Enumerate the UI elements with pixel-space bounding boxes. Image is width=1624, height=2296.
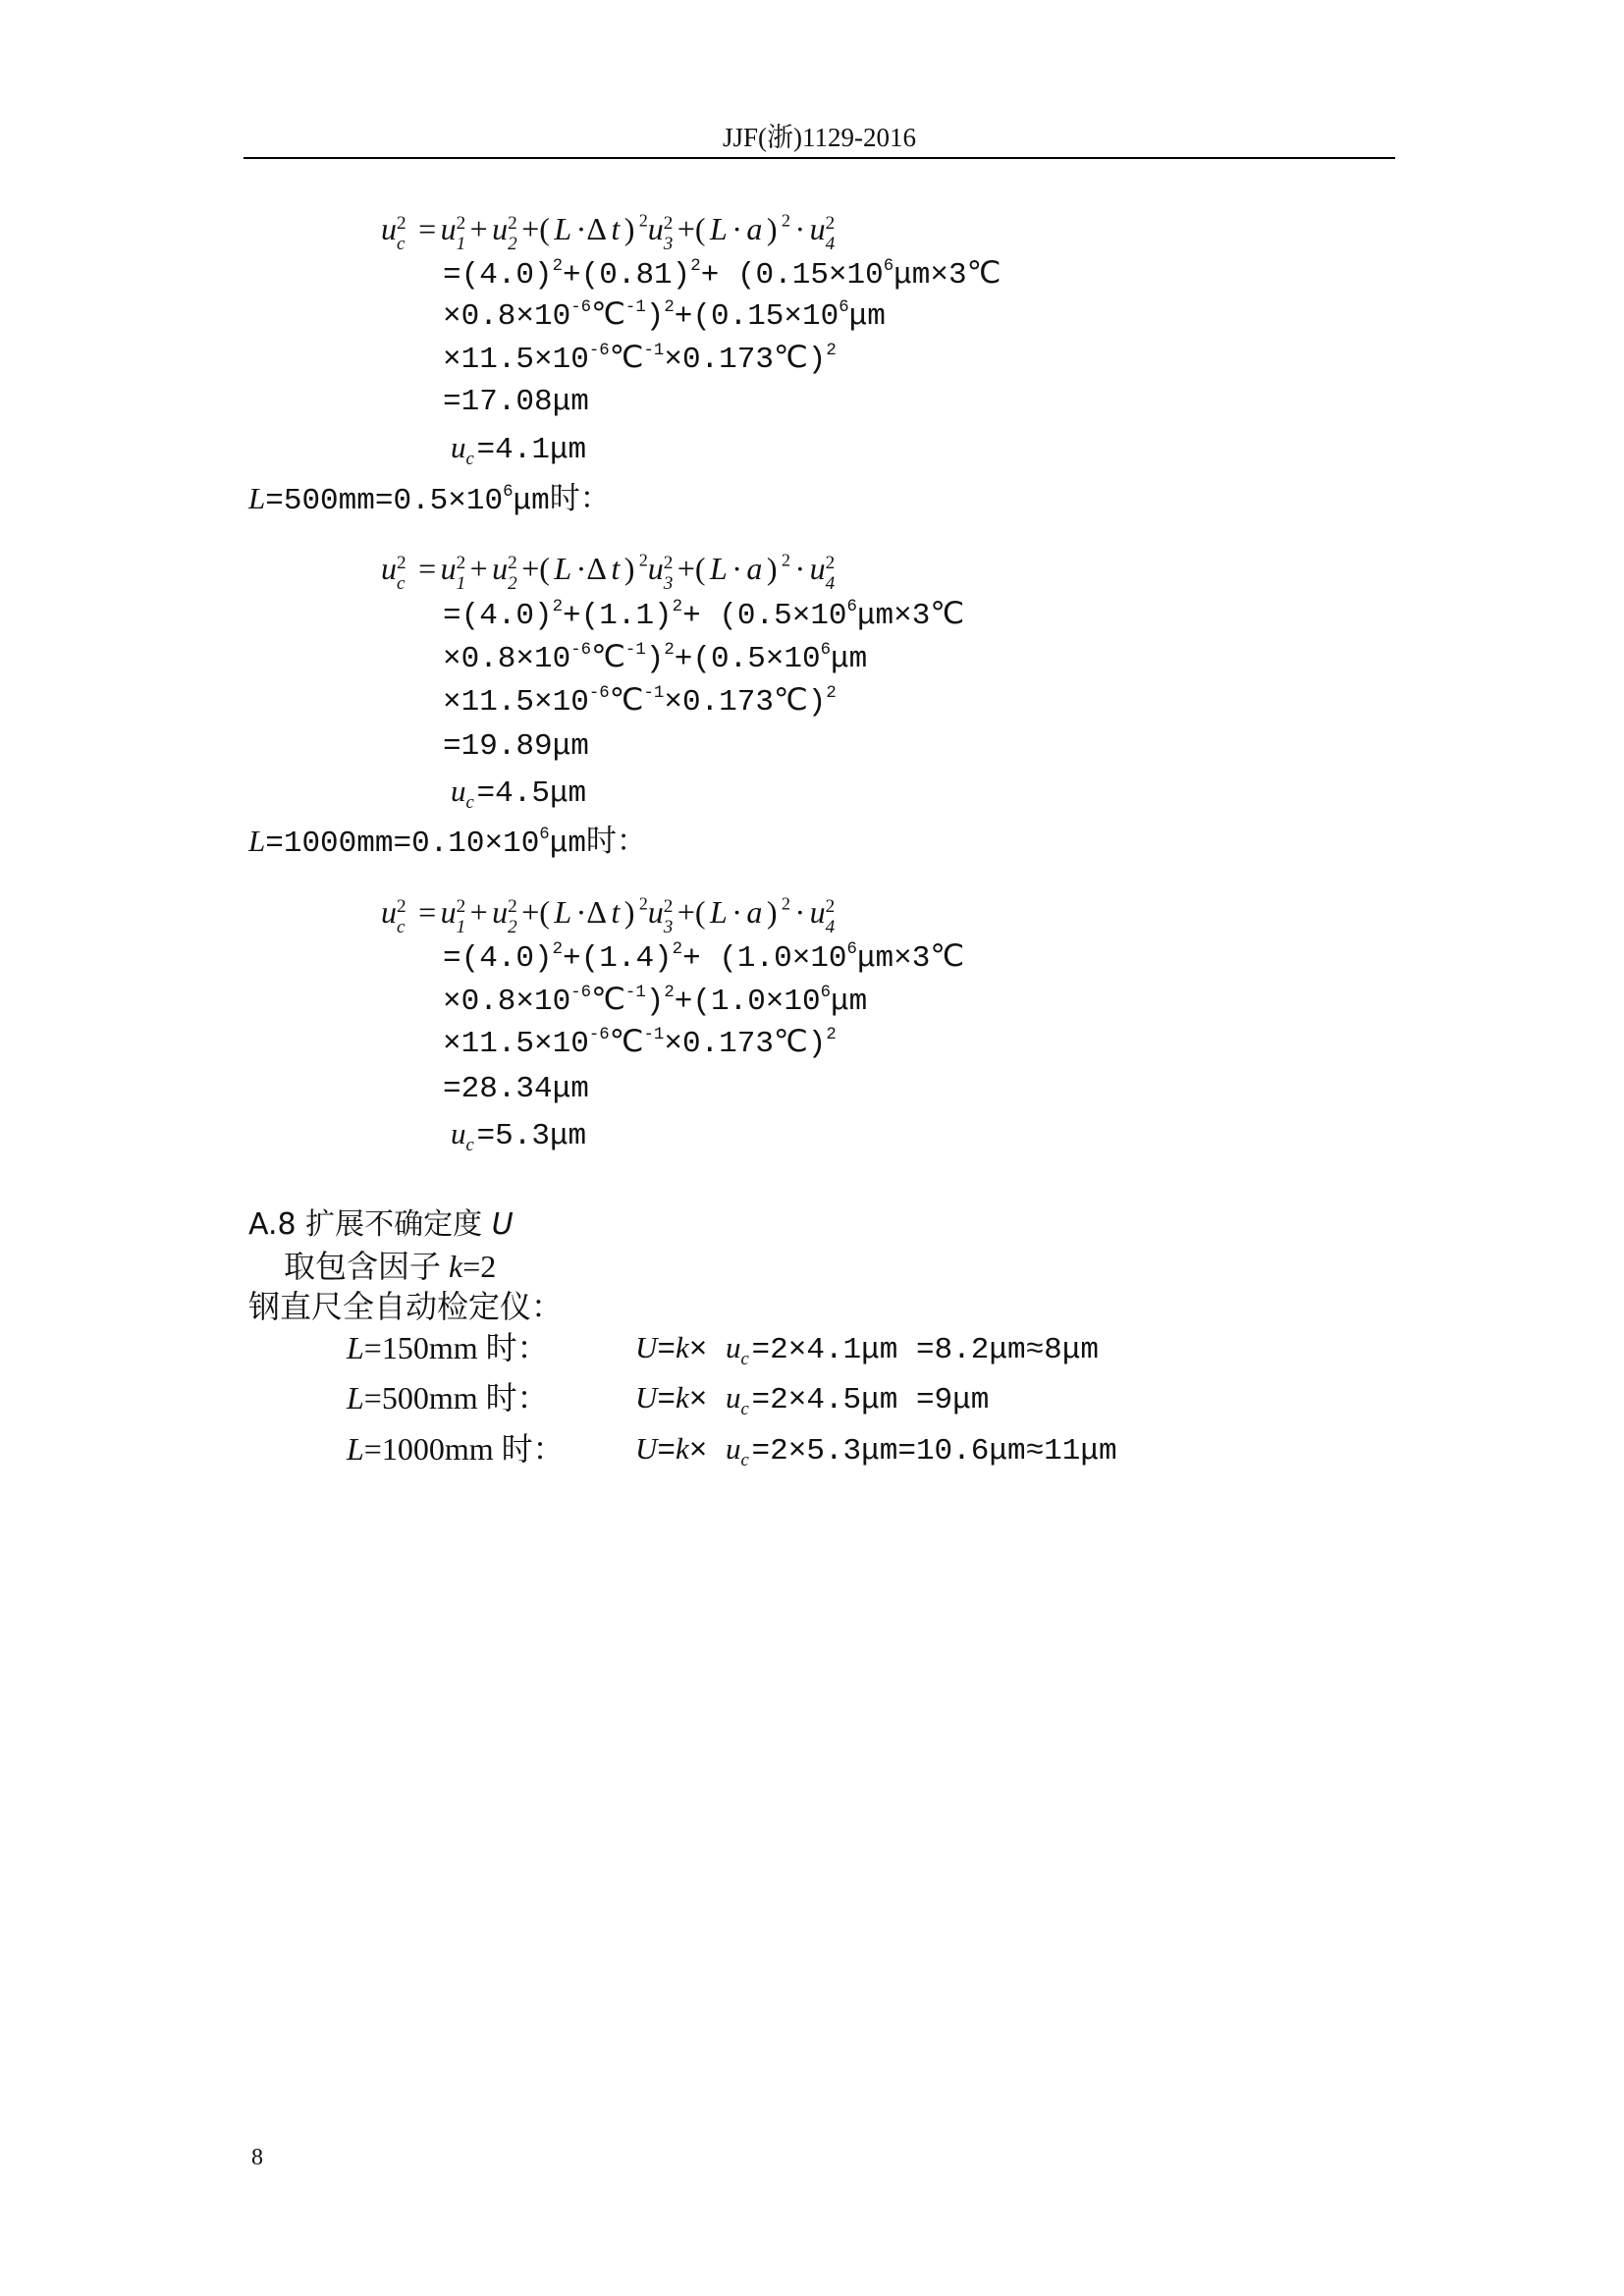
sup-sub-script <box>664 554 674 593</box>
math-variable: u <box>440 894 457 930</box>
text-run: + <box>469 551 488 586</box>
math-variable: u <box>647 894 664 930</box>
text-run: ) <box>623 211 635 246</box>
text-run: ℃ <box>591 642 625 676</box>
sum-line: =19.89μm <box>443 729 589 764</box>
subscript: c <box>740 1399 749 1420</box>
superscript: -6 <box>588 683 610 703</box>
superscript: 2 <box>508 553 517 574</box>
text-run: ) <box>623 551 635 586</box>
sup-sub-script <box>397 897 406 936</box>
math-variable: k <box>676 1380 689 1415</box>
sup-sub-script <box>397 554 406 593</box>
superscript: 2 <box>672 597 683 616</box>
text-run: ×11.5×10 <box>443 1027 589 1061</box>
coverage-factor-text <box>284 1245 496 1288</box>
superscript: -1 <box>643 341 665 360</box>
math-variable: U <box>491 1207 514 1242</box>
expansion-line <box>443 254 1001 297</box>
subscript: 3 <box>663 233 674 254</box>
text-run: ) <box>645 299 665 334</box>
superscript: 2 <box>552 256 564 276</box>
superscript: 2 <box>552 939 564 959</box>
sup-sub-script <box>508 214 517 253</box>
math-variable: k <box>676 1431 689 1466</box>
superscript: -6 <box>570 297 592 317</box>
math-variable: L <box>710 551 728 586</box>
subscript: c <box>397 916 406 937</box>
math-variable: u <box>725 1431 741 1466</box>
text-run: ·Δ <box>575 211 607 246</box>
sup-sub-script <box>508 897 517 936</box>
superscript: 2 <box>664 983 675 1002</box>
text-run: ·Δ <box>575 894 607 930</box>
text-run: + (0.5×10 <box>682 599 847 633</box>
superscript: 2 <box>638 210 648 231</box>
expansion-line <box>443 1023 837 1066</box>
text-run: · <box>731 551 742 586</box>
subscript: c <box>465 449 474 470</box>
text-run: μm <box>831 642 868 676</box>
math-variable: a <box>746 894 763 930</box>
math-variable: u <box>809 894 826 930</box>
text-run: × <box>688 1383 726 1417</box>
sup-sub-script <box>826 554 836 593</box>
math-variable: L <box>710 211 728 246</box>
math-variable: a <box>746 551 763 586</box>
text-run: ℃ <box>609 685 644 720</box>
text-run: =500mm 时： <box>363 1380 549 1415</box>
length-condition-line <box>248 477 611 520</box>
superscript: 2 <box>690 256 701 276</box>
sup-sub-script <box>826 897 836 936</box>
math-variable: k <box>449 1249 463 1284</box>
expansion-line <box>443 937 964 981</box>
text-run: =(4.0) <box>443 258 553 293</box>
text-run: μm时： <box>549 827 647 861</box>
text-run: =1000mm 时： <box>363 1431 565 1467</box>
text-run: ·Δ <box>575 551 607 586</box>
sup-sub-script <box>664 897 674 936</box>
subscript: 2 <box>508 916 517 937</box>
text-run: μm×3℃ <box>856 941 965 976</box>
result-row-label <box>347 1427 565 1470</box>
math-variable: u <box>381 894 397 930</box>
header-rule <box>244 157 1395 159</box>
subscript: 1 <box>456 572 466 594</box>
superscript: 2 <box>826 683 837 703</box>
sup-sub-script <box>397 214 406 253</box>
superscript: 2 <box>664 297 675 317</box>
sum-line: =17.08μm <box>443 385 589 419</box>
text-run: +( <box>521 894 550 930</box>
subscript: 4 <box>825 572 836 594</box>
superscript: 2 <box>456 896 466 918</box>
result-row-value <box>635 1376 989 1419</box>
text-run: × <box>688 1434 726 1468</box>
text-run: =(4.0) <box>443 941 553 976</box>
subscript: 1 <box>456 233 466 254</box>
text-run: ℃ <box>591 299 625 334</box>
text-run: ℃ <box>609 343 644 377</box>
superscript: 2 <box>456 553 466 574</box>
subscript: c <box>397 572 406 594</box>
text-run: ×0.173℃) <box>664 1027 827 1061</box>
math-variable: u <box>451 1116 466 1150</box>
math-variable: u <box>725 1330 741 1364</box>
combined-uncertainty-formula <box>381 890 836 937</box>
text-run: +(1.4) <box>563 941 673 976</box>
header-standard-code: JJF(浙)1129-2016 <box>722 123 916 152</box>
text-run: +(1.1) <box>563 599 673 633</box>
text-run: ℃ <box>591 985 625 1019</box>
text-run: · <box>794 894 806 930</box>
superscript: -1 <box>624 640 646 660</box>
expansion-line <box>443 595 964 638</box>
text-run: +( <box>677 211 706 246</box>
text-run: μm <box>831 985 868 1019</box>
superscript: 2 <box>397 213 406 235</box>
text-run: + (1.0×10 <box>682 941 847 976</box>
text-run: 取包含因子 <box>284 1249 450 1284</box>
math-variable: L <box>347 1431 364 1467</box>
superscript: 6 <box>846 939 857 959</box>
subscript: 1 <box>456 916 466 937</box>
superscript: 2 <box>663 553 674 574</box>
superscript: -1 <box>643 683 665 703</box>
expansion-line <box>443 638 867 681</box>
superscript: -6 <box>588 341 610 360</box>
text-run: = <box>657 1434 676 1468</box>
superscript: 2 <box>397 896 406 918</box>
subscript: c <box>740 1349 749 1370</box>
subscript: c <box>397 233 406 254</box>
sup-sub-script <box>457 214 466 253</box>
text-run: = <box>657 1333 676 1367</box>
math-variable: L <box>248 824 266 858</box>
superscript: 2 <box>825 896 836 918</box>
math-variable: L <box>554 551 572 586</box>
superscript: 2 <box>825 213 836 235</box>
subscript: 3 <box>663 916 674 937</box>
superscript: 2 <box>664 640 675 660</box>
superscript: 2 <box>663 213 674 235</box>
combined-uncertainty-result <box>451 770 586 813</box>
math-variable: u <box>451 774 466 808</box>
superscript: 6 <box>820 983 832 1002</box>
text-run: μm时： <box>513 484 611 518</box>
section-heading <box>248 1203 514 1247</box>
subscript: 4 <box>825 233 836 254</box>
superscript: -1 <box>624 983 646 1002</box>
math-variable: L <box>347 1330 364 1365</box>
text-run: ×0.173℃) <box>664 343 827 377</box>
math-variable: u <box>440 551 457 586</box>
combined-uncertainty-result <box>451 426 586 469</box>
subscript: c <box>465 1135 474 1156</box>
result-row-label <box>347 1376 549 1419</box>
text-run: ) <box>645 985 665 1019</box>
text-run: ×11.5×10 <box>443 343 589 377</box>
page-number: 8 <box>251 2145 263 2170</box>
text-run: + (0.15×10 <box>700 258 884 293</box>
superscript: 2 <box>397 553 406 574</box>
superscript: 2 <box>552 597 564 616</box>
text-run: μm×3℃ <box>856 599 965 633</box>
subscript: 2 <box>508 572 517 594</box>
math-variable: L <box>710 894 728 930</box>
superscript: 2 <box>508 896 517 918</box>
text-run: +( <box>521 211 550 246</box>
math-variable: u <box>492 211 509 246</box>
text-run: +(0.5×10 <box>674 642 821 676</box>
length-condition-line <box>248 820 647 863</box>
text-run: ℃ <box>609 1027 644 1061</box>
text-run: · <box>794 211 806 246</box>
superscript: 6 <box>839 297 849 317</box>
text-run: ) <box>766 211 778 246</box>
text-run: =4.5μm <box>476 776 587 811</box>
instrument-name: 钢直尺全自动检定仪： <box>248 1289 564 1324</box>
subscript: 4 <box>825 916 836 937</box>
text-run: = <box>657 1383 676 1417</box>
math-variable: u <box>809 211 826 246</box>
math-variable: u <box>809 551 826 586</box>
text-run: +( <box>677 551 706 586</box>
superscript: 2 <box>456 213 466 235</box>
math-variable: U <box>635 1380 658 1415</box>
superscript: 6 <box>846 597 857 616</box>
text-run: +(0.81) <box>563 258 691 293</box>
text-run: =2×5.3μm=10.6μm≈11μm <box>751 1434 1117 1468</box>
text-run: ×11.5×10 <box>443 685 589 720</box>
math-variable: u <box>647 551 664 586</box>
text-run: +(0.15×10 <box>674 299 839 334</box>
text-run: · <box>794 551 806 586</box>
text-run: A.8 扩展不确定度 <box>248 1207 492 1242</box>
sup-sub-script <box>508 554 517 593</box>
math-variable: t <box>611 211 621 246</box>
combined-uncertainty-formula <box>381 547 836 594</box>
text-run: + <box>469 894 488 930</box>
math-variable: u <box>492 894 509 930</box>
text-run: =5.3μm <box>476 1119 587 1153</box>
math-variable: u <box>492 551 509 586</box>
subscript: 3 <box>663 572 674 594</box>
superscript: -1 <box>643 1025 665 1044</box>
superscript: 6 <box>820 640 832 660</box>
text-run: ×0.8×10 <box>443 985 571 1019</box>
text-run: =4.1μm <box>476 433 587 467</box>
text-run: μm×3℃ <box>893 258 1001 293</box>
text-run: · <box>731 211 742 246</box>
superscript: 2 <box>638 550 648 570</box>
expansion-line <box>443 681 837 724</box>
text-run: ×0.8×10 <box>443 299 571 334</box>
math-variable: u <box>451 430 466 464</box>
superscript: 2 <box>782 550 790 570</box>
math-variable: L <box>554 894 572 930</box>
text-run: +(1.0×10 <box>674 985 821 1019</box>
text-run: + <box>469 211 488 246</box>
math-variable: t <box>611 894 621 930</box>
sup-sub-script <box>664 214 674 253</box>
sup-sub-script <box>457 554 466 593</box>
math-variable: u <box>381 551 397 586</box>
superscript: -6 <box>570 640 592 660</box>
combined-uncertainty-result <box>451 1112 586 1155</box>
text-run: =150mm 时： <box>363 1330 549 1365</box>
text-run: · <box>731 894 742 930</box>
subscript: c <box>740 1450 749 1471</box>
text-run: ) <box>623 894 635 930</box>
text-run: =500mm=0.5×10 <box>265 484 504 518</box>
math-variable: u <box>725 1380 741 1415</box>
text-run: ) <box>645 642 665 676</box>
math-variable: k <box>676 1330 689 1364</box>
superscript: 2 <box>782 893 790 914</box>
text-run: ×0.8×10 <box>443 642 571 676</box>
math-variable: t <box>611 551 621 586</box>
superscript: 2 <box>672 939 683 959</box>
math-variable: L <box>347 1380 364 1415</box>
superscript: -6 <box>588 1025 610 1044</box>
text-run: =2×4.1μm =8.2μm≈8μm <box>751 1333 1099 1367</box>
expansion-line <box>443 981 867 1024</box>
text-run: ) <box>766 551 778 586</box>
text-run: =1000mm=0.10×10 <box>265 827 540 861</box>
superscript: 2 <box>826 341 837 360</box>
math-variable: U <box>635 1330 658 1364</box>
text-run: × <box>688 1333 726 1367</box>
math-variable: L <box>554 211 572 246</box>
text-run: = <box>410 894 437 930</box>
superscript: 6 <box>883 256 894 276</box>
sum-line: =28.34μm <box>443 1072 589 1106</box>
text-run: +( <box>521 551 550 586</box>
text-run: = <box>410 551 437 586</box>
text-run: =(4.0) <box>443 599 553 633</box>
text-run: ×0.173℃) <box>664 685 827 720</box>
subscript: c <box>465 792 474 814</box>
superscript: 2 <box>638 893 648 914</box>
text-run: = <box>410 211 437 246</box>
superscript: 6 <box>503 482 514 502</box>
expansion-line <box>443 295 886 339</box>
result-row-value <box>635 1427 1117 1470</box>
superscript: 2 <box>826 1025 837 1044</box>
sup-sub-script <box>457 897 466 936</box>
math-variable: a <box>746 211 763 246</box>
math-variable: u <box>440 211 457 246</box>
superscript: -1 <box>624 297 646 317</box>
math-variable: L <box>248 481 266 515</box>
text-run: =2×4.5μm =9μm <box>751 1383 990 1417</box>
superscript: -6 <box>570 983 592 1002</box>
superscript: 2 <box>825 553 836 574</box>
math-variable: u <box>381 211 397 246</box>
superscript: 2 <box>508 213 517 235</box>
result-row-label <box>347 1326 549 1369</box>
superscript: 2 <box>663 896 674 918</box>
math-variable: u <box>647 211 664 246</box>
text-run: ) <box>766 894 778 930</box>
text-run: =2 <box>462 1249 497 1284</box>
expansion-line <box>443 339 837 382</box>
superscript: 2 <box>782 210 790 231</box>
sup-sub-script <box>826 214 836 253</box>
superscript: 6 <box>539 825 550 844</box>
text-run: +( <box>677 894 706 930</box>
math-variable: U <box>635 1431 658 1466</box>
combined-uncertainty-formula <box>381 207 836 254</box>
text-run: μm <box>848 299 886 334</box>
subscript: 2 <box>508 233 517 254</box>
result-row-value <box>635 1326 1099 1369</box>
